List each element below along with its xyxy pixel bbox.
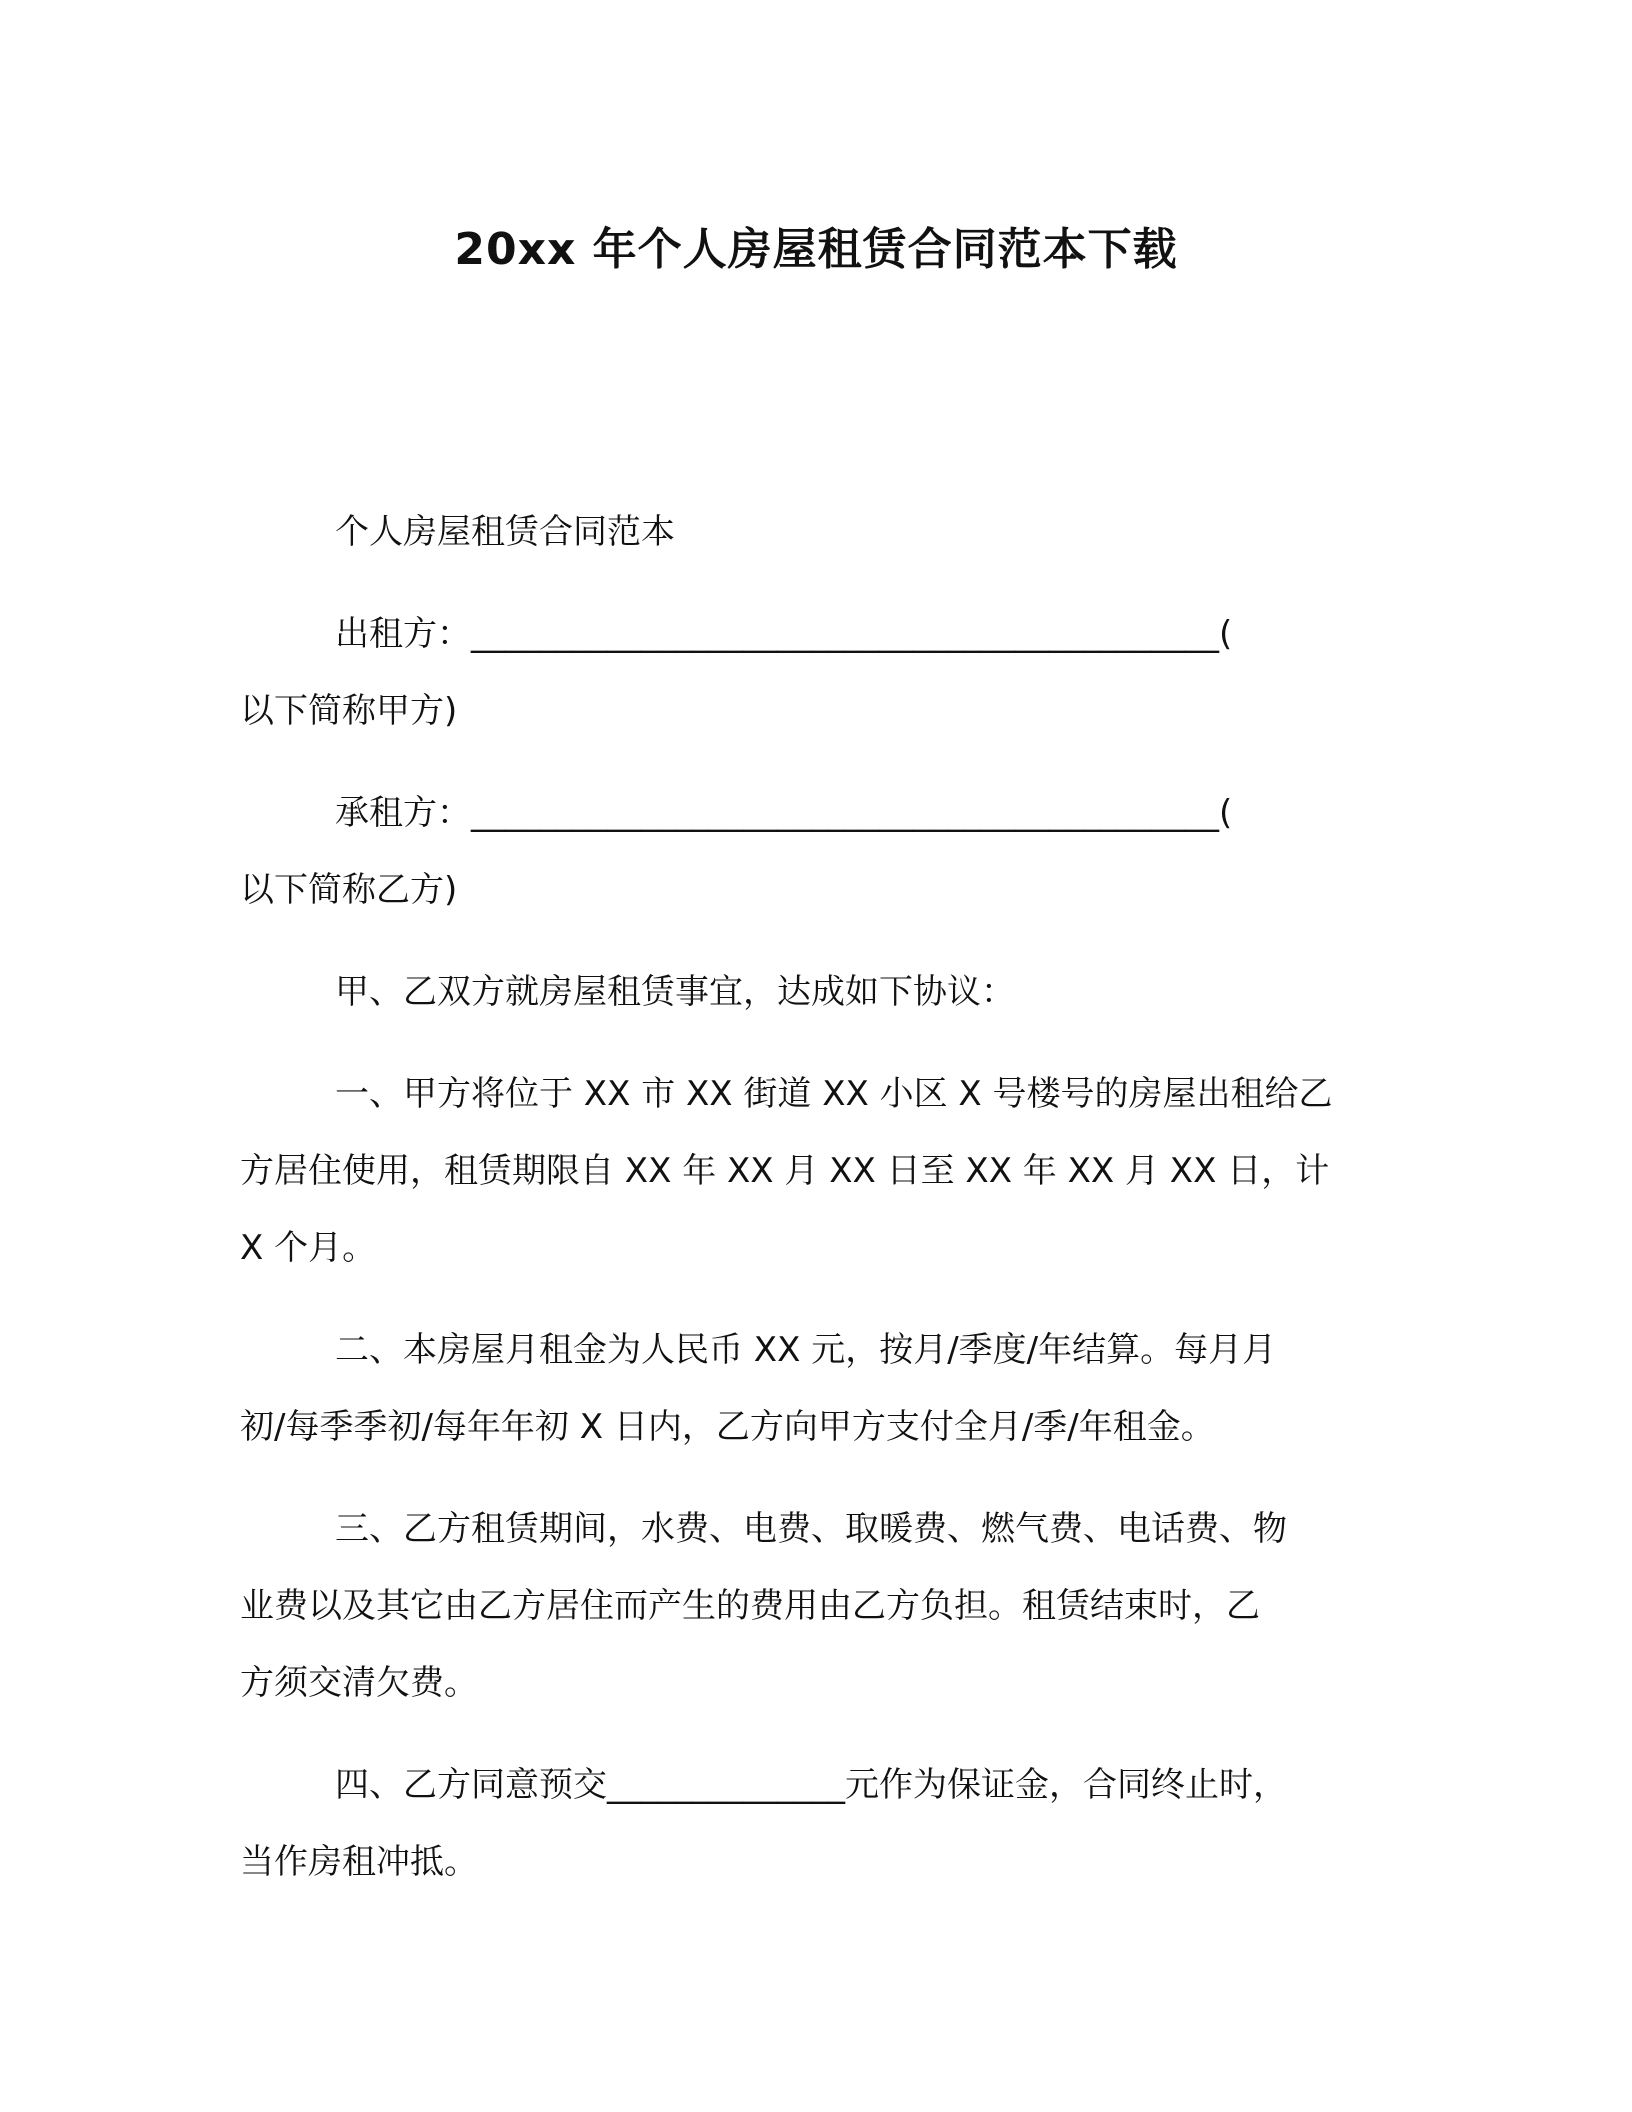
paragraph-line: 甲、乙双方就房屋租赁事宜，达成如下协议：	[335, 972, 1015, 1012]
paragraph-line: 方须交清欠费。	[240, 1663, 478, 1703]
paragraph-line: 三、乙方租赁期间，水费、电费、取暖费、燃气费、电话费、物	[335, 1509, 1287, 1549]
document-body	[240, 494, 1390, 1926]
paragraph-line: 当作房租冲抵。	[240, 1842, 478, 1882]
paragraph-clause-2	[240, 1312, 1390, 1466]
paragraph-lessee	[240, 775, 1390, 929]
paragraph-line: 业费以及其它由乙方居住而产生的费用由乙方负担。租赁结束时，乙	[240, 1586, 1260, 1626]
paragraph-line: 二、本房屋月租金为人民币 XX 元，按月/季度/年结算。每月月	[335, 1330, 1277, 1370]
paragraph-line: 初/每季季初/每年年初 X 日内，乙方向甲方支付全月/季/年租金。	[240, 1407, 1215, 1447]
paragraph-line: X 个月。	[240, 1228, 377, 1268]
document-title: 20xx 年个人房屋租赁合同范本下载	[454, 224, 1178, 275]
paragraph-clause-1	[240, 1056, 1390, 1287]
paragraph-line: 一、甲方将位于 XX 市 XX 街道 XX 小区 X 号楼号的房屋出租给乙	[335, 1074, 1333, 1114]
paragraph-agreement-intro	[240, 954, 1390, 1031]
paragraph-lessor	[240, 596, 1390, 750]
paragraph-line: 承租方：____________________________________________(	[335, 793, 1233, 833]
paragraph-line: 个人房屋租赁合同范本	[335, 512, 675, 552]
paragraph-line: 四、乙方同意预交______________元作为保证金，合同终止时，	[335, 1765, 1287, 1805]
paragraph-subtitle	[240, 494, 1390, 571]
paragraph-line: 以下简称甲方)	[240, 691, 458, 731]
paragraph-line: 出租方：____________________________________________(	[335, 614, 1233, 654]
paragraph-clause-4	[240, 1747, 1390, 1901]
paragraph-clause-3	[240, 1491, 1390, 1722]
paragraph-line: 方居住使用，租赁期限自 XX 年 XX 月 XX 日至 XX 年 XX 月 XX 日，计	[240, 1151, 1330, 1191]
paragraph-line: 以下简称乙方)	[240, 870, 458, 910]
